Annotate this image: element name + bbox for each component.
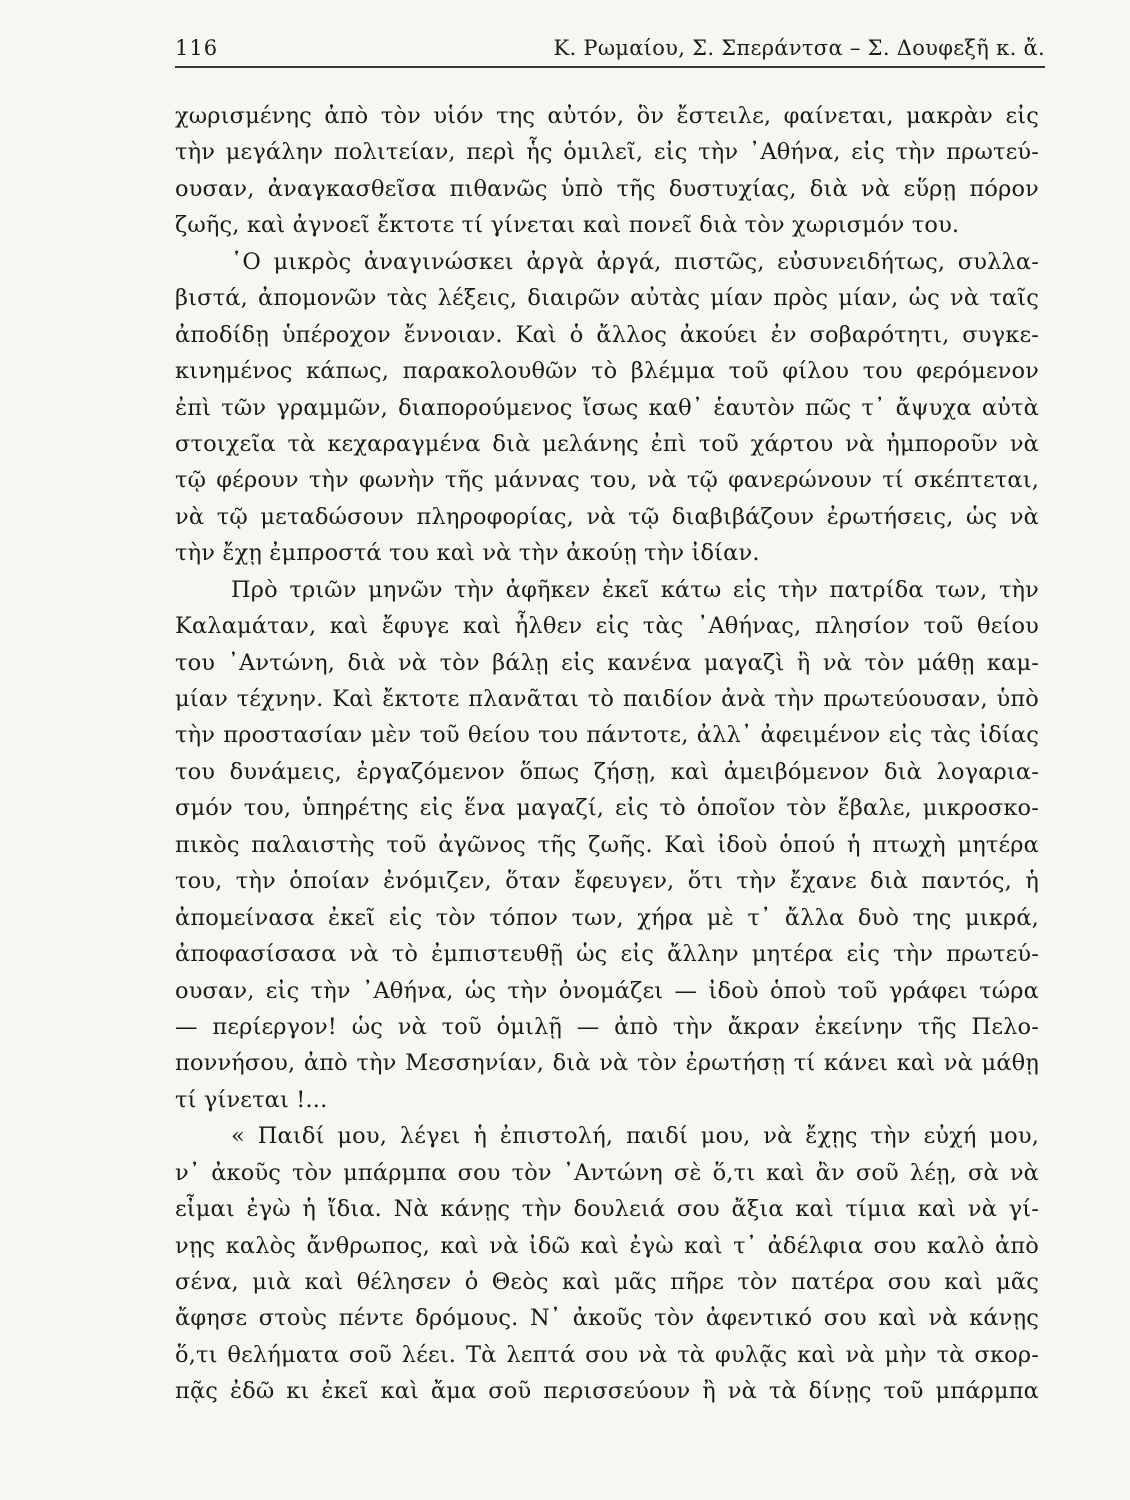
page-number: 116 [175, 36, 219, 60]
text-line: του ᾿Αντώνη, διὰ νὰ τὸν βάλῃ εἰς κανένα μαγαζὶ ἢ νὰ τὸν μάθῃ καμ- [175, 649, 1039, 676]
text-line: ζωῆς, καὶ ἀγνοεῖ ἔκτοτε τί γίνεται καὶ πονεῖ διὰ τὸν χωρισμόν του. [175, 212, 960, 239]
running-head-title: Κ. Ρωμαίου, Σ. Σπεράντσα – Σ. Δουφεξῆ κ. ἄ. [553, 36, 1045, 60]
text-line: τί γίνεται !... [175, 1086, 328, 1113]
text-line: του, τὴν ὁποίαν ἐνόμιζεν, ὅταν ἔφευγεν, ὅτι τὴν ἔχανε διὰ παντός, ἡ [175, 868, 1039, 895]
text-line: Πρὸ τριῶν μηνῶν τὴν ἀφῆκεν ἐκεῖ κάτω εἰς τὴν πατρίδα των, τὴν [231, 576, 1039, 603]
text-line: ῾Ο μικρὸς ἀναγινώσκει ἀργὰ ἀργά, πιστῶς, εὐσυνειδήτως, συλλα- [231, 248, 1039, 275]
text-line: ἀποδίδῃ ὑπέροχον ἔννοιαν. Καὶ ὁ ἄλλος ἀκούει ἐν σοβαρότητι, συγκε- [175, 321, 1039, 348]
text-line: ἀποφασίσασα νὰ τὸ ἐμπιστευθῇ ὡς εἰς ἄλλην μητέρα εἰς τὴν πρωτεύ- [175, 941, 1039, 968]
text-line: ἀπομείνασα ἐκεῖ εἰς τὸν τόπον των, χήρα μὲ τ᾿ ἄλλα δυὸ της μικρά, [175, 904, 1039, 931]
body-text [175, 98, 1039, 1410]
text-line: νῃς καλὸς ἄνθρωπος, καὶ νὰ ἰδῶ καὶ ἐγὼ καὶ τ᾿ ἀδέλφια σου καλὸ ἀπὸ [175, 1232, 1039, 1259]
text-line: εἶμαι ἐγὼ ἡ ἴδια. Νὰ κάνῃς τὴν δουλειά σου ἄξια καὶ τίμια καὶ νὰ γί- [175, 1196, 1039, 1223]
running-head [175, 30, 1045, 64]
text-line: ν᾿ ἀκοῦς τὸν μπάρμπα σου τὸν ᾿Αντώνη σὲ ὅ,τι καὶ ἂν σοῦ λέῃ, σὰ νὰ [175, 1159, 1039, 1186]
text-line: τὴν ἔχῃ ἐμπροστά του καὶ νὰ τὴν ἀκούῃ τὴν ἰδίαν. [175, 540, 760, 567]
text-line: πικὸς παλαιστὴς τοῦ ἀγῶνος τῆς ζωῆς. Καὶ ἰδοὺ ὁπού ἡ πτωχὴ μητέρα [175, 831, 1039, 858]
text-line: — περίεργον! ὡς νὰ τοῦ ὁμιλῇ — ἀπὸ τὴν ἄκραν ἐκείνην τῆς Πελο- [175, 1013, 1039, 1040]
text-line: βιστά, ἀπομονῶν τὰς λέξεις, διαιρῶν αὐτὰς μίαν πρὸς μίαν, ὡς νὰ ταῖς [175, 285, 1039, 312]
text-line: τὴν προστασίαν μὲν τοῦ θείου του πάντοτε, ἀλλ᾿ ἀφειμένον εἰς τὰς ἰδίας [175, 722, 1039, 749]
text-line: ποννήσου, ἀπὸ τὴν Μεσσηνίαν, διὰ νὰ τὸν ἐρωτήσῃ τί κάνει καὶ νὰ μάθῃ [175, 1050, 1039, 1077]
text-line: « Παιδί μου, λέγει ἡ ἐπιστολή, παιδί μου, νὰ ἔχῃς τὴν εὐχή μου, [231, 1123, 1039, 1150]
text-line: τῷ φέρουν τὴν φωνὴν τῆς μάννας του, νὰ τῷ φανερώνουν τί σκέπτεται, [175, 467, 1039, 494]
text-line: σένα, μιὰ καὶ θέλησεν ὁ Θεὸς καὶ μᾶς πῆρε τὸν πατέρα σου καὶ μᾶς [175, 1269, 1039, 1295]
text-line: ἄφησε στοὺς πέντε δρόμους. Ν᾿ ἀκοῦς τὸν ἀφεντικό σου καὶ νὰ κάνῃς [175, 1305, 1039, 1332]
text-line: νὰ τῷ μεταδώσουν πληροφορίας, νὰ τῷ διαβιβάζουν ἐρωτήσεις, ὡς νὰ [175, 503, 1039, 530]
text-line: τὴν μεγάλην πολιτείαν, περὶ ἧς ὁμιλεῖ, εἰς τὴν ᾿Αθήνα, εἰς τὴν πρωτεύ- [175, 139, 1039, 166]
text-line: ουσαν, ἀναγκασθεῖσα πιθανῶς ὑπὸ τῆς δυστυχίας, διὰ νὰ εὕρῃ πόρον [175, 175, 1039, 202]
text-line: Καλαμάταν, καὶ ἔφυγε καὶ ἦλθεν εἰς τὰς ᾿Αθήνας, πλησίον τοῦ θείου [175, 613, 1039, 640]
text-line: στοιχεῖα τὰ κεχαραγμένα διὰ μελάνης ἐπὶ τοῦ χάρτου νὰ ἠμποροῦν νὰ [175, 430, 1039, 457]
text-line: κινημένος κάπως, παρακολουθῶν τὸ βλέμμα τοῦ φίλου του φερόμενον [175, 358, 1039, 385]
header-rule [175, 66, 1045, 68]
text-line: ουσαν, εἰς τὴν ᾿Αθήνα, ὡς τὴν ὀνομάζει — ἰδοὺ ὁποὺ τοῦ γράφει τώρα [175, 977, 1039, 1004]
text-line: μίαν τέχνην. Καὶ ἔκτοτε πλανᾶται τὸ παιδίον ἀνὰ τὴν πρωτεύουσαν, ὑπὸ [175, 686, 1039, 712]
text-line: σμόν του, ὑπηρέτης εἰς ἕνα μαγαζί, εἰς τὸ ὁποῖον τὸν ἔβαλε, μικροσκο- [175, 795, 1039, 822]
text-line: χωρισμένης ἀπὸ τὸν υἱόν της αὐτόν, ὃν ἔστειλε, φαίνεται, μακρὰν εἰς [175, 103, 1039, 129]
text-line: ὅ,τι θελήματα σοῦ λέει. Τὰ λεπτά σου νὰ τὰ φυλᾷς καὶ νὰ μὴν τὰ σκορ- [175, 1341, 1039, 1368]
text-line: του δυνάμεις, ἐργαζόμενον ὅπως ζήσῃ, καὶ ἀμειβόμενον διὰ λογαρια- [175, 758, 1039, 785]
text-line: ἐπὶ τῶν γραμμῶν, διαπορούμενος ἴσως καθ᾿ ἑαυτὸν πῶς τ᾿ ἄψυχα αὐτὰ [175, 394, 1039, 421]
text-line: πᾷς ἐδῶ κι ἐκεῖ καὶ ἄμα σοῦ περισσεύουν ἢ νὰ τὰ δίνῃς τοῦ μπάρμπα [175, 1378, 1039, 1405]
